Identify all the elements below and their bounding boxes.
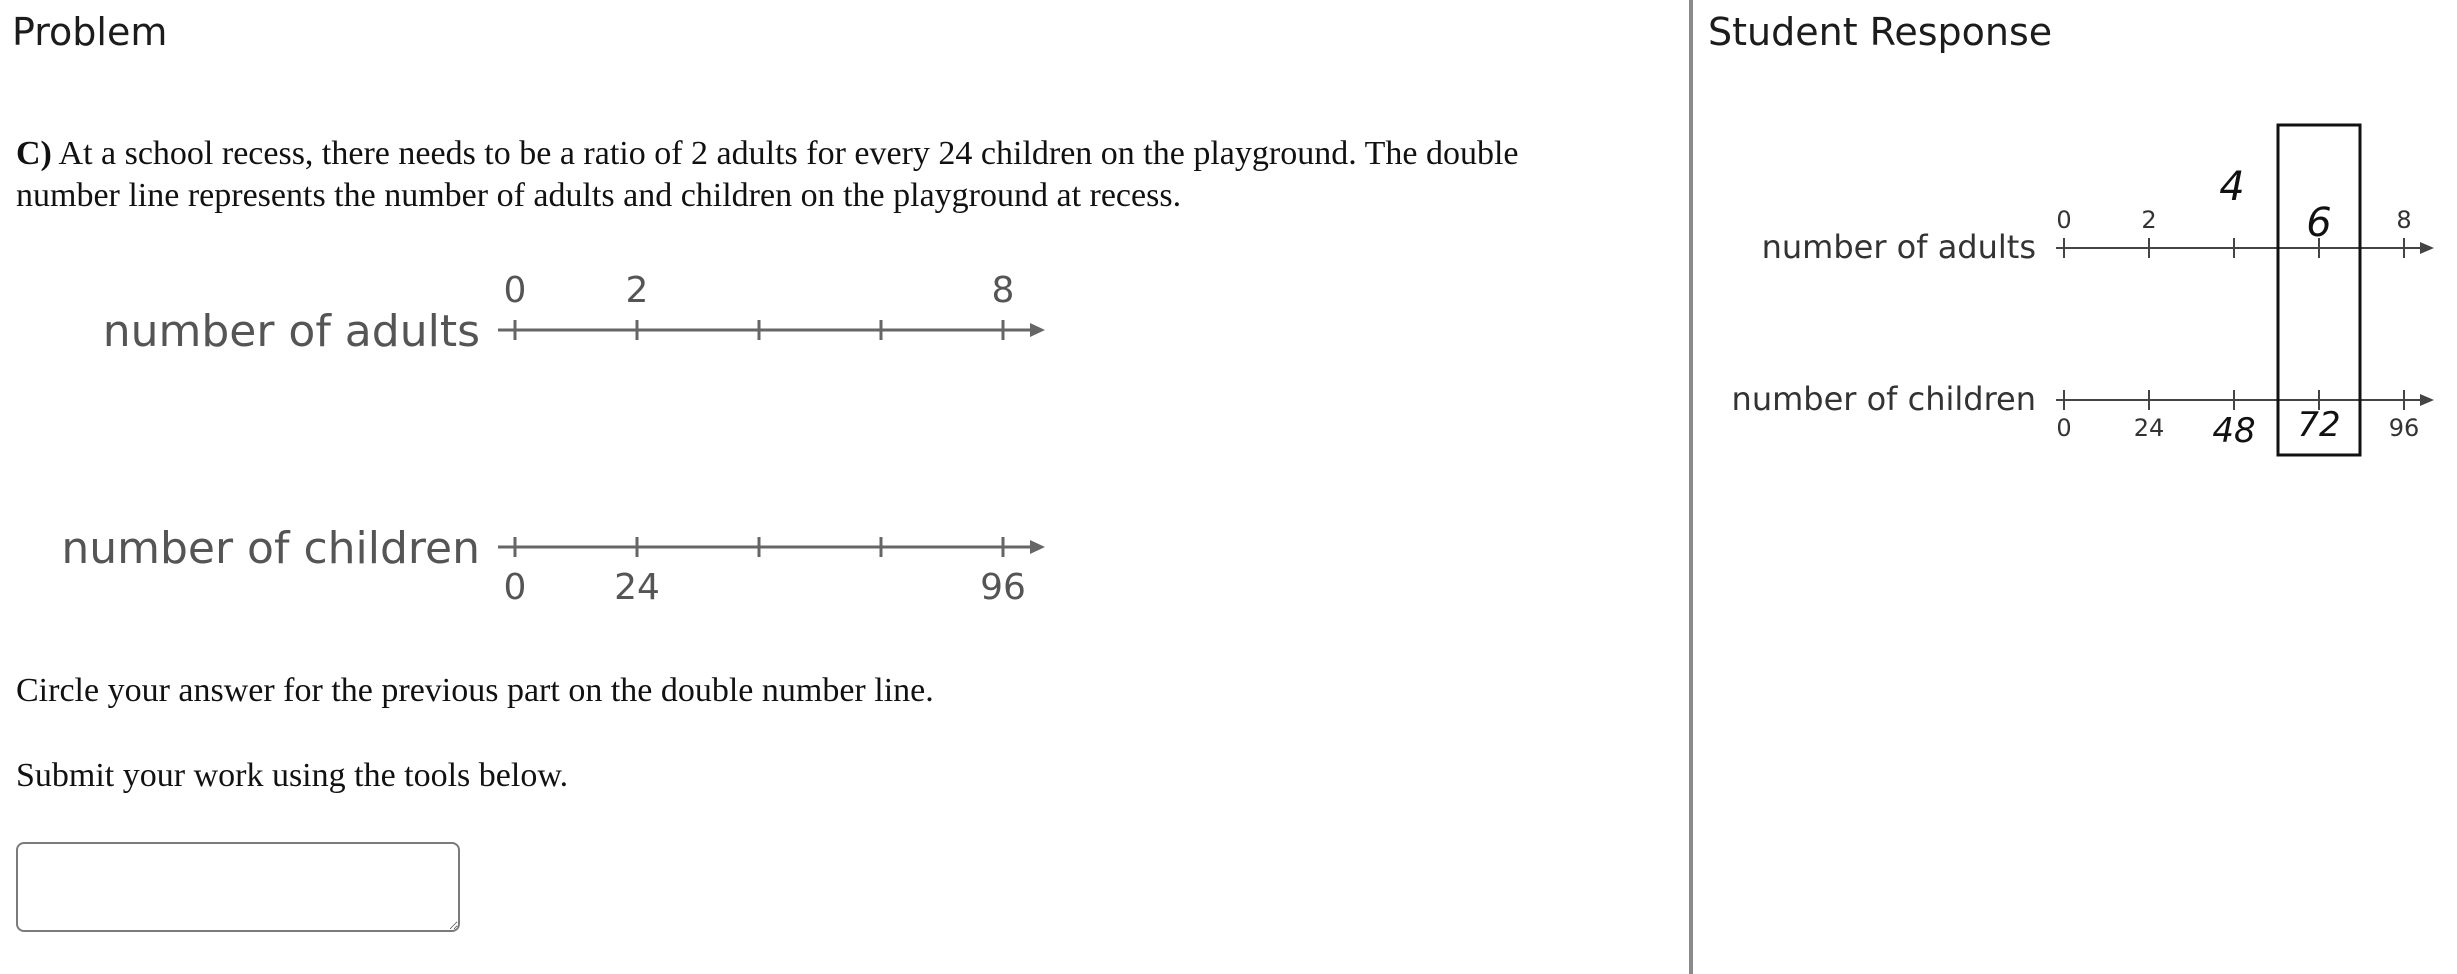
- children-arrow-icon: [2420, 394, 2434, 406]
- adults-tick-label: 8: [2396, 206, 2412, 234]
- handwritten-adults-label: 6: [2306, 200, 2332, 246]
- circle-instruction: Circle your answer for the previous part on the double number line.: [16, 672, 934, 709]
- adults-tick-label: 2: [2141, 206, 2157, 234]
- children-tick-label: 24: [614, 567, 660, 608]
- answer-textbox[interactable]: [16, 842, 460, 932]
- children-tick-label: 0: [2056, 414, 2072, 442]
- response-double-number-line: [1694, 110, 2457, 470]
- children-tick-label: 96: [2388, 414, 2420, 442]
- children-tick-label: 96: [980, 567, 1026, 608]
- adults-axis-label: number of adults: [1761, 228, 2036, 266]
- student-response-panel: [1694, 0, 2457, 974]
- handwritten-adults-label: 4: [2219, 164, 2245, 210]
- panel-divider: [1689, 0, 1693, 974]
- handwritten-children-label: 72: [2297, 405, 2341, 445]
- problem-title: Problem: [12, 10, 168, 54]
- part-label: C): [16, 135, 52, 172]
- statement-text: At a school recess, there needs to be a ratio of 2 adults for every 24 children on the playground. The double number line represents the number of adults and children on the playground at recess.: [16, 135, 1519, 214]
- problem-statement: [16, 133, 1576, 217]
- children-axis-label: number of children: [1731, 380, 2036, 418]
- children-tick-label: 0: [503, 567, 527, 608]
- adults-tick-label: 8: [991, 270, 1015, 311]
- adults-tick-label: 2: [625, 270, 649, 311]
- adults-tick-label: 0: [2056, 206, 2072, 234]
- handwritten-children-label: 48: [2212, 411, 2256, 451]
- adults-arrow-icon: [1030, 323, 1045, 337]
- children-arrow-icon: [1030, 540, 1045, 554]
- adults-arrow-icon: [2420, 242, 2434, 254]
- submit-instruction: Submit your work using the tools below.: [16, 757, 569, 794]
- response-title: Student Response: [1708, 10, 2053, 54]
- problem-double-number-line: [0, 250, 1100, 630]
- children-tick-label: 24: [2133, 414, 2165, 442]
- adults-tick-label: 0: [503, 270, 527, 311]
- children-axis-label: number of children: [61, 523, 480, 574]
- adults-axis-label: number of adults: [102, 306, 480, 357]
